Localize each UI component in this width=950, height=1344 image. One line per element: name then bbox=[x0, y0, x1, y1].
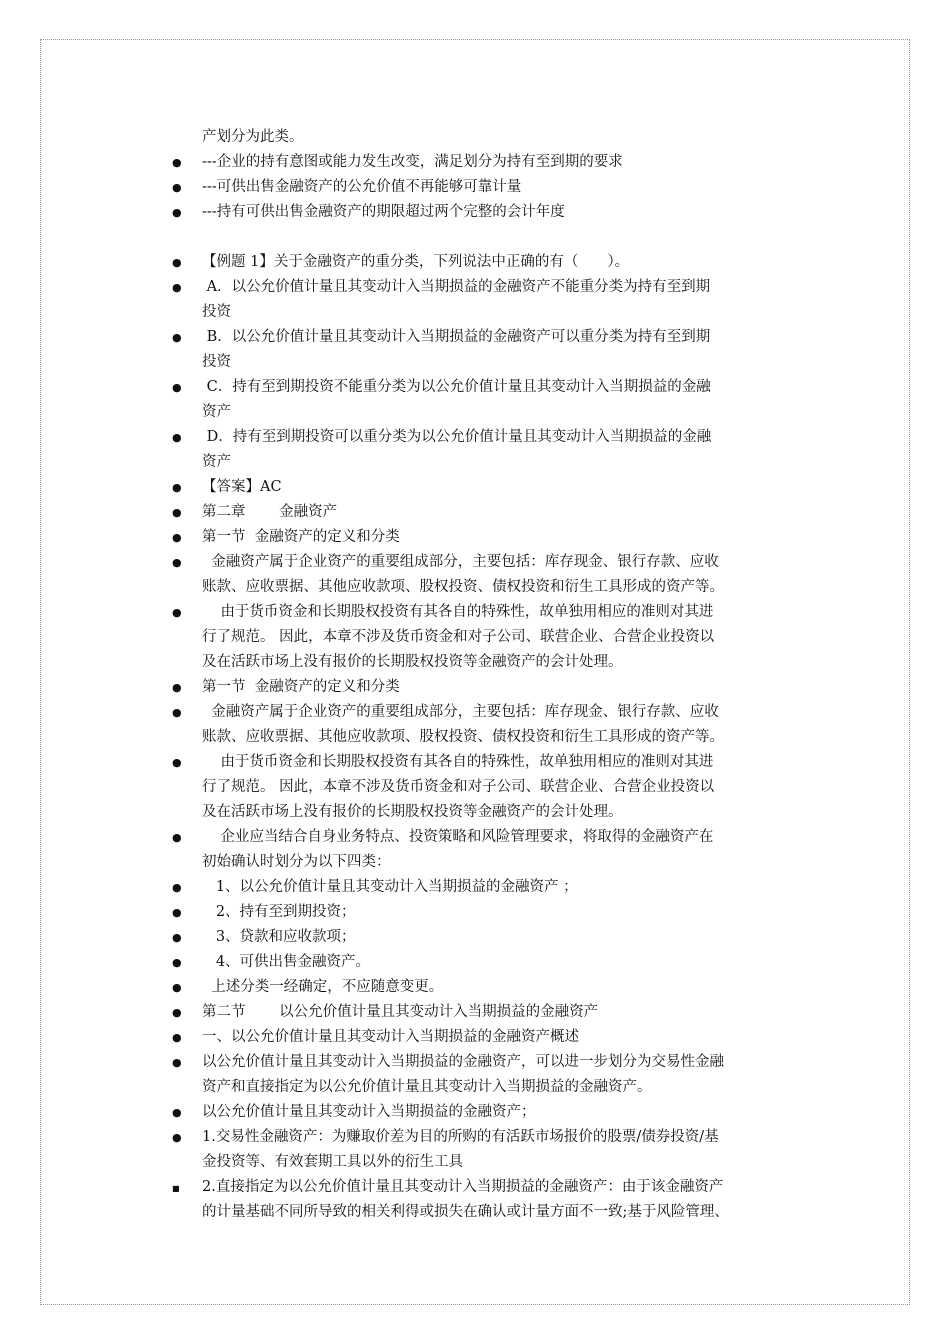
line-text: 投资 bbox=[202, 354, 231, 370]
line-text: 金投资等、有效套期工具以外的衍生工具 bbox=[202, 1154, 463, 1170]
text-line bbox=[172, 300, 812, 325]
line-text: 以公允价值计量且其变动计入当期损益的金融资产； bbox=[202, 1104, 536, 1120]
text-line bbox=[172, 925, 812, 950]
line-text: 3、贷款和应收款项； bbox=[202, 929, 356, 945]
text-line bbox=[172, 575, 812, 600]
line-text: 由于货币资金和长期股权投资有其各自的特殊性，故单独用相应的准则对其进 bbox=[202, 604, 714, 620]
bullet-disc-icon bbox=[172, 750, 180, 775]
bullet-disc-icon bbox=[172, 500, 180, 525]
line-text: 的计量基础不同所导致的相关利得或损失在确认或计量方面不一致;基于风险管理、 bbox=[202, 1204, 729, 1220]
bullet-disc-icon bbox=[172, 1050, 180, 1075]
text-line bbox=[172, 375, 812, 400]
text-line bbox=[172, 150, 812, 175]
text-line bbox=[172, 700, 812, 725]
text-line bbox=[172, 1175, 812, 1200]
text-line bbox=[172, 800, 812, 825]
line-text: 1.交易性金融资产：为赚取价差为目的所购的有活跃市场报价的股票/债券投资/基 bbox=[202, 1129, 719, 1145]
line-text: 初始确认时划分为以下四类： bbox=[202, 854, 391, 870]
line-text: ---可供出售金融资产的公允价值不再能够可靠计量 bbox=[202, 179, 522, 195]
bullet-disc-icon bbox=[172, 275, 180, 300]
line-text: 及在活跃市场上没有报价的长期股权投资等金融资产的会计处理。 bbox=[202, 654, 623, 670]
bullet-disc-icon bbox=[172, 325, 180, 350]
text-line bbox=[172, 1200, 812, 1225]
text-line bbox=[172, 750, 812, 775]
text-line bbox=[172, 650, 812, 675]
text-line bbox=[172, 900, 812, 925]
line-text: D．持有至到期投资可以重分类为以公允价值计量且其变动计入当期损益的金融 bbox=[202, 429, 712, 445]
line-text: A．以公允价值计量且其变动计入当期损益的金融资产不能重分类为持有至到期 bbox=[202, 279, 711, 295]
document-body bbox=[172, 125, 812, 1225]
bullet-square-icon bbox=[172, 1175, 180, 1201]
line-text: 第一节 金融资产的定义和分类 bbox=[202, 529, 400, 545]
line-text: 产划分为此类。 bbox=[202, 129, 304, 145]
bullet-disc-icon bbox=[172, 1025, 180, 1050]
line-text: 账款、应收票据、其他应收款项、股权投资、债权投资和衍生工具形成的资产等。 bbox=[202, 729, 724, 745]
text-line bbox=[172, 425, 812, 450]
line-text: 一、以公允价值计量且其变动计入当期损益的金融资产概述 bbox=[202, 1029, 579, 1045]
text-line bbox=[172, 825, 812, 850]
bullet-disc-icon bbox=[172, 600, 180, 625]
line-text: 【答案】AC bbox=[202, 479, 282, 495]
line-text: 及在活跃市场上没有报价的长期股权投资等金融资产的会计处理。 bbox=[202, 804, 623, 820]
line-text: 资产 bbox=[202, 454, 231, 470]
bullet-disc-icon bbox=[172, 425, 180, 450]
text-line bbox=[172, 1125, 812, 1150]
bullet-disc-icon bbox=[172, 175, 180, 200]
bullet-disc-icon bbox=[172, 825, 180, 850]
bullet-disc-icon bbox=[172, 950, 180, 975]
line-text: 上述分类一经确定，不应随意变更。 bbox=[202, 979, 444, 995]
bullet-disc-icon bbox=[172, 900, 180, 925]
line-text: 行了规范。 因此，本章不涉及货币资金和对子公司、联营企业、合营企业投资以 bbox=[202, 629, 715, 645]
line-text: 行了规范。 因此，本章不涉及货币资金和对子公司、联营企业、合营企业投资以 bbox=[202, 779, 715, 795]
line-text: 账款、应收票据、其他应收款项、股权投资、债权投资和衍生工具形成的资产等。 bbox=[202, 579, 724, 595]
line-text: 资产 bbox=[202, 404, 231, 420]
line-text: 第二节 以公允价值计量且其变动计入当期损益的金融资产 bbox=[202, 1004, 599, 1020]
line-text: 1、以公允价值计量且其变动计入当期损益的金融资产 ； bbox=[202, 879, 578, 895]
bullet-disc-icon bbox=[172, 250, 180, 275]
line-text: 由于货币资金和长期股权投资有其各自的特殊性，故单独用相应的准则对其进 bbox=[202, 754, 714, 770]
line-text: B．以公允价值计量且其变动计入当期损益的金融资产可以重分类为持有至到期 bbox=[202, 329, 711, 345]
bullet-disc-icon bbox=[172, 875, 180, 900]
text-line bbox=[172, 875, 812, 900]
text-line bbox=[172, 525, 812, 550]
line-text: 以公允价值计量且其变动计入当期损益的金融资产，可以进一步划分为交易性金融 bbox=[202, 1054, 724, 1070]
text-line bbox=[172, 775, 812, 800]
text-line bbox=[172, 500, 812, 525]
line-text: 【例题 1】关于金融资产的重分类，下列说法中正确的有（ ）。 bbox=[202, 254, 630, 270]
text-line bbox=[172, 400, 812, 425]
text-line bbox=[172, 600, 812, 625]
bullet-disc-icon bbox=[172, 550, 180, 575]
bullet-disc-icon bbox=[172, 525, 180, 550]
line-text: 2、持有至到期投资； bbox=[202, 904, 356, 920]
line-text: 企业应当结合自身业务特点、投资策略和风险管理要求，将取得的金融资产在 bbox=[202, 829, 714, 845]
text-line bbox=[172, 1050, 812, 1075]
bullet-disc-icon bbox=[172, 1125, 180, 1150]
bullet-disc-icon bbox=[172, 975, 180, 1000]
line-text: 金融资产属于企业资产的重要组成部分，主要包括：库存现金、银行存款、应收 bbox=[202, 704, 719, 720]
text-line bbox=[172, 350, 812, 375]
line-text: ---持有可供出售金融资产的期限超过两个完整的会计年度 bbox=[202, 204, 565, 220]
bullet-disc-icon bbox=[172, 1000, 180, 1025]
bullet-disc-icon bbox=[172, 925, 180, 950]
text-line bbox=[172, 175, 812, 200]
bullet-disc-icon bbox=[172, 375, 180, 400]
text-line bbox=[172, 550, 812, 575]
bullet-disc-icon bbox=[172, 675, 180, 700]
bullet-disc-icon bbox=[172, 200, 180, 225]
line-text: 2.直接指定为以公允价值计量且其变动计入当期损益的金融资产：由于该金融资产 bbox=[202, 1179, 724, 1195]
text-line bbox=[172, 1025, 812, 1050]
bullet-disc-icon bbox=[172, 150, 180, 175]
text-line bbox=[172, 1100, 812, 1125]
line-text: ---企业的持有意图或能力发生改变，满足划分为持有至到期的要求 bbox=[202, 154, 623, 170]
bullet-disc-icon bbox=[172, 700, 180, 725]
text-line bbox=[172, 675, 812, 700]
line-text: C．持有至到期投资不能重分类为以公允价值计量且其变动计入当期损益的金融 bbox=[202, 379, 711, 395]
text-line bbox=[172, 125, 812, 150]
text-line bbox=[172, 450, 812, 475]
text-line bbox=[172, 250, 812, 275]
text-line bbox=[172, 475, 812, 500]
line-text: 投资 bbox=[202, 304, 231, 320]
text-line bbox=[172, 950, 812, 975]
text-line bbox=[172, 200, 812, 225]
blank-line bbox=[172, 225, 812, 250]
text-line bbox=[172, 1075, 812, 1100]
bullet-disc-icon bbox=[172, 1100, 180, 1125]
line-text: 第二章 金融资产 bbox=[202, 504, 338, 520]
text-line bbox=[172, 275, 812, 300]
text-line bbox=[172, 1000, 812, 1025]
text-line bbox=[172, 975, 812, 1000]
text-line bbox=[172, 625, 812, 650]
line-text: 资产和直接指定为以公允价值计量且其变动计入当期损益的金融资产。 bbox=[202, 1079, 652, 1095]
bullet-disc-icon bbox=[172, 475, 180, 500]
line-text: 第一节 金融资产的定义和分类 bbox=[202, 679, 400, 695]
line-text: 金融资产属于企业资产的重要组成部分，主要包括：库存现金、银行存款、应收 bbox=[202, 554, 719, 570]
text-line bbox=[172, 850, 812, 875]
text-line bbox=[172, 325, 812, 350]
line-text: 4、可供出售金融资产。 bbox=[202, 954, 371, 970]
text-line bbox=[172, 725, 812, 750]
text-line bbox=[172, 1150, 812, 1175]
